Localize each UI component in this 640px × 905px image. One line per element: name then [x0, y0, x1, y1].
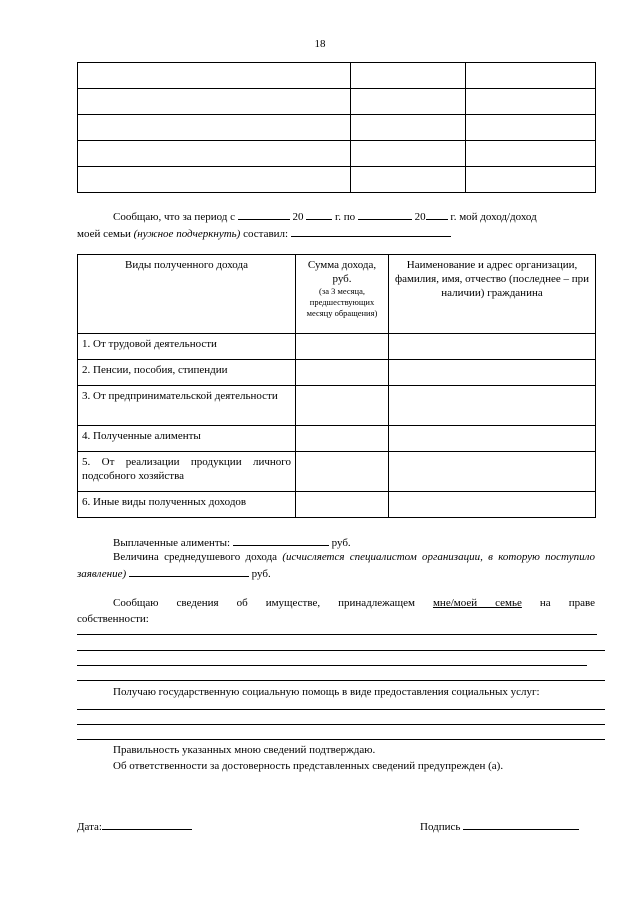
avg-income-blank[interactable] — [129, 565, 249, 577]
income-total-blank[interactable] — [291, 225, 451, 237]
confirm-text-1: Правильность указанных мною сведений подтверждаю. — [113, 744, 376, 756]
income-organization-cell[interactable] — [389, 426, 596, 452]
income-row-label: 2. Пенсии, пособия, стипендии — [78, 360, 296, 386]
income-row-label: 1. От трудовой деятельности — [78, 334, 296, 360]
income-amount-cell[interactable] — [296, 452, 389, 492]
property-underlined: мне/моей семье — [432, 597, 522, 609]
table-cell[interactable] — [466, 141, 596, 167]
income-organization-cell[interactable] — [389, 492, 596, 518]
social-help-line[interactable] — [77, 709, 605, 710]
table-row — [78, 63, 596, 89]
table-cell[interactable] — [351, 167, 466, 193]
table-cell[interactable] — [351, 89, 466, 115]
signature-field — [420, 818, 600, 835]
table-row — [78, 386, 596, 426]
table-row — [78, 426, 596, 452]
property-line[interactable] — [77, 665, 587, 666]
table-cell[interactable] — [78, 167, 351, 193]
period-text-3: г. мой доход/доход — [450, 211, 537, 223]
period-year-to-blank[interactable] — [426, 208, 448, 220]
income-organization-cell[interactable] — [389, 334, 596, 360]
alimony-blank[interactable] — [233, 534, 329, 546]
income-row-label: 6. Иные виды полученных доходов — [78, 492, 296, 518]
table-header-row — [78, 255, 596, 334]
table-cell[interactable] — [351, 115, 466, 141]
table-cell[interactable] — [466, 167, 596, 193]
table-row — [78, 334, 596, 360]
top-table — [77, 62, 596, 193]
period-paragraph — [77, 208, 595, 242]
social-help-line[interactable] — [77, 724, 605, 725]
signature-label: Подпись — [420, 821, 461, 833]
income-amount-cell[interactable] — [296, 492, 389, 518]
alimony-unit: руб. — [331, 537, 351, 549]
social-help-text: Получаю государственную социальную помощь в виде предоставления социальных услуг: — [113, 686, 540, 698]
social-help-line[interactable] — [77, 739, 605, 740]
table-row — [78, 492, 596, 518]
avg-income-note: (исчисляется специалистом организации, в которую поступило заявление) — [77, 551, 596, 580]
income-table — [77, 254, 596, 518]
income-amount-cell[interactable] — [296, 334, 389, 360]
income-organization-cell[interactable] — [389, 386, 596, 426]
header-organization: Наименование и адрес организации, фамилия, имя, отчество (последнее – при наличии) гражданина — [389, 255, 596, 334]
period-text-2: г. по — [335, 211, 356, 223]
income-amount-cell[interactable] — [296, 386, 389, 426]
header-amount-note: (за 3 месяца, предшествующих месяцу обращения) — [306, 286, 378, 318]
alimony-label: Выплаченные алименты: — [113, 537, 231, 549]
page-number: 18 — [314, 38, 326, 50]
income-organization-cell[interactable] — [389, 360, 596, 386]
table-cell[interactable] — [466, 115, 596, 141]
period-text-5: составил: — [243, 228, 289, 240]
avg-income-label: Величина среднедушевого дохода — [113, 551, 278, 563]
income-organization-cell[interactable] — [389, 452, 596, 492]
table-cell[interactable] — [78, 141, 351, 167]
income-amount-cell[interactable] — [296, 426, 389, 452]
income-row-label: 3. От предпринимательской деятельности — [78, 386, 296, 426]
avg-income-unit: руб. — [251, 568, 271, 580]
table-row — [78, 115, 596, 141]
table-row — [78, 360, 596, 386]
avg-income-paragraph — [77, 549, 595, 582]
property-line[interactable] — [77, 680, 605, 681]
date-field — [77, 818, 277, 835]
table-cell[interactable] — [78, 115, 351, 141]
header-income-amount — [296, 255, 389, 334]
period-to-blank[interactable] — [358, 208, 412, 220]
confirm-text-2: Об ответственности за достоверность представленных сведений предупрежден (а). — [113, 760, 504, 772]
period-year-from-blank[interactable] — [306, 208, 332, 220]
table-cell[interactable] — [466, 63, 596, 89]
income-amount-cell[interactable] — [296, 360, 389, 386]
table-row — [78, 167, 596, 193]
property-line[interactable] — [77, 650, 605, 651]
table-cell[interactable] — [466, 89, 596, 115]
table-row — [78, 141, 596, 167]
period-note: (нужное подчеркнуть) — [133, 228, 241, 240]
date-label: Дата: — [77, 821, 102, 833]
period-year-2: 20 — [414, 211, 426, 223]
signature-blank[interactable] — [463, 818, 579, 830]
table-cell[interactable] — [78, 63, 351, 89]
table-cell[interactable] — [78, 89, 351, 115]
income-row-label: 4. Полученные алименты — [78, 426, 296, 452]
table-row — [78, 89, 596, 115]
property-paragraph — [77, 595, 595, 627]
period-year-1: 20 — [292, 211, 304, 223]
date-blank[interactable] — [102, 818, 192, 830]
income-row-label: 5. От реализации продукции личного подсобного хозяйства — [78, 452, 296, 492]
table-cell[interactable] — [351, 141, 466, 167]
period-text-4: моей семьи — [77, 228, 131, 240]
period-from-blank[interactable] — [238, 208, 290, 220]
period-text-1: Сообщаю, что за период с — [113, 211, 235, 223]
table-cell[interactable] — [351, 63, 466, 89]
property-text-1: Сообщаю сведения об имуществе, принадлежащем — [113, 597, 415, 609]
header-income-type: Виды полученного дохода — [78, 255, 296, 334]
header-amount-label: Сумма дохода, руб. — [307, 259, 377, 285]
table-row — [78, 452, 596, 492]
property-text-2: на праве собственности: — [77, 597, 595, 625]
property-line[interactable] — [77, 634, 597, 635]
